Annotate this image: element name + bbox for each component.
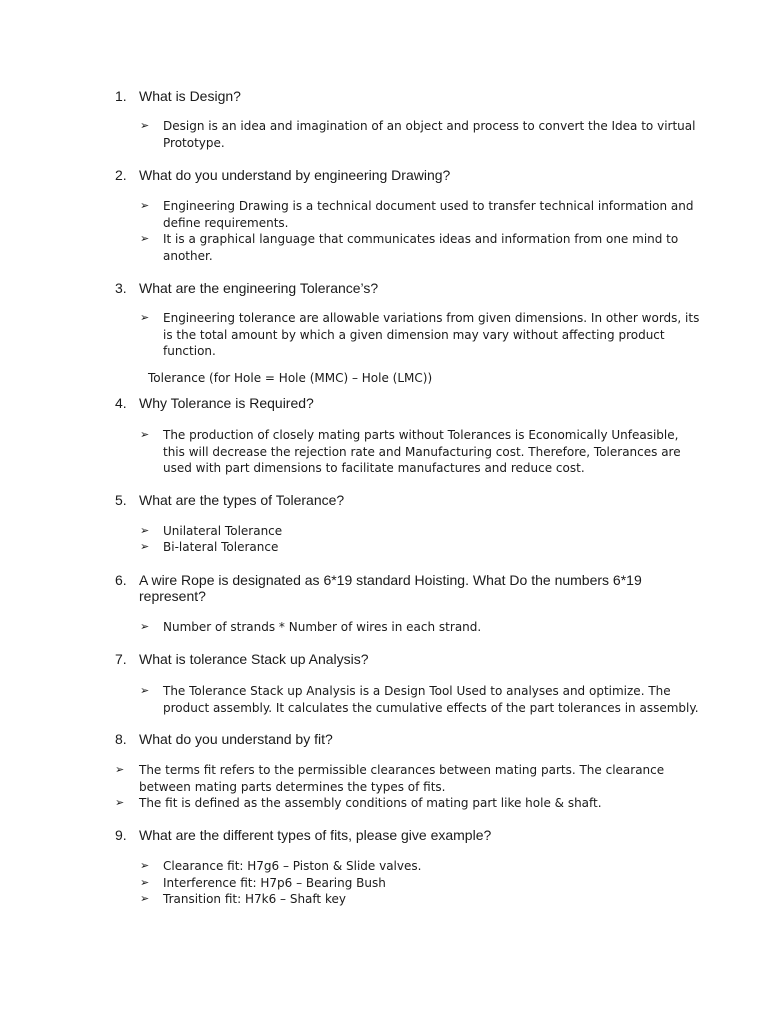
bullet-line: The fit is defined as the assembly conditions of mating part like hole & shaft. <box>139 796 602 810</box>
arrow-bullet-icon: ➢ <box>140 859 150 872</box>
arrow-bullet-icon: ➢ <box>115 796 125 809</box>
bullet-line: define requirements. <box>163 215 289 230</box>
question-number: 8. <box>115 731 127 747</box>
question-number: 2. <box>115 167 127 183</box>
bullet-line: Prototype. <box>163 135 225 150</box>
arrow-bullet-icon: ➢ <box>140 540 150 553</box>
bullet-line: used with part dimensions to facilitate manufactures and reduce cost. <box>163 461 585 475</box>
arrow-bullet-icon: ➢ <box>140 232 150 245</box>
bullet-line: Number of strands * Number of wires in each strand. <box>163 620 482 634</box>
question-text: What are the engineering Tolerance’s? <box>139 280 379 296</box>
arrow-bullet-icon: ➢ <box>140 620 150 633</box>
bullet-line: between mating parts determines the types of fits. <box>139 779 446 794</box>
bullet-line: product assembly. It calculates the cumulative effects of the part tolerances in assembly. <box>163 700 699 715</box>
bullet-line: Design is an idea and imagination of an object and process to convert the Idea to virtual <box>163 119 696 133</box>
question-number: 3. <box>115 280 127 296</box>
bullet-line: Unilateral Tolerance <box>163 524 283 538</box>
question-text: What are the types of Tolerance? <box>139 492 345 508</box>
bullet-line: The terms fit refers to the permissible clearances between mating parts. The clearance <box>139 763 665 777</box>
question-number: 9. <box>115 827 127 843</box>
question-text: What are the different types of fits, please give example? <box>139 827 492 843</box>
question-number: 7. <box>115 651 127 667</box>
bullet-line: function. <box>163 344 216 358</box>
question-text: What do you understand by fit? <box>139 731 333 747</box>
arrow-bullet-icon: ➢ <box>140 428 150 441</box>
arrow-bullet-icon: ➢ <box>140 524 150 537</box>
bullet-line: this will decrease the rejection rate and Manufacturing cost. Therefore, Tolerances are <box>163 444 681 459</box>
arrow-bullet-icon: ➢ <box>115 763 125 776</box>
bullet-line: Interference fit: H7p6 – Bearing Bush <box>163 876 386 890</box>
question-text: represent? <box>139 588 206 604</box>
question-number: 4. <box>115 395 127 411</box>
question-text: Why Tolerance is Required? <box>139 395 314 411</box>
bullet-line: Clearance fit: H7g6 – Piston & Slide valves. <box>163 859 422 873</box>
question-text: What do you understand by engineering Drawing? <box>139 167 451 183</box>
bullet-line: Engineering Drawing is a technical document used to transfer technical information and <box>163 199 694 213</box>
arrow-bullet-icon: ➢ <box>140 311 150 324</box>
question-text: What is Design? <box>139 88 241 104</box>
bullet-line: It is a graphical language that communicates ideas and information from one mind to <box>163 232 679 246</box>
bullet-line: Bi-lateral Tolerance <box>163 540 279 554</box>
arrow-bullet-icon: ➢ <box>140 892 150 905</box>
bullet-line: Engineering tolerance are allowable variations from given dimensions. In other words, its <box>163 311 700 325</box>
bullet-line: is the total amount by which a given dimension may vary without affecting product <box>163 327 665 342</box>
tolerance-formula: Tolerance (for Hole = Hole (MMC) – Hole (LMC)) <box>148 371 433 385</box>
question-number: 5. <box>115 492 127 508</box>
question-text: A wire Rope is designated as 6*19 standard Hoisting. What Do the numbers 6*19 <box>139 572 642 588</box>
bullet-line: The Tolerance Stack up Analysis is a Design Tool Used to analyses and optimize. The <box>163 684 671 698</box>
bullet-line: The production of closely mating parts without Tolerances is Economically Unfeasible, <box>163 428 679 442</box>
arrow-bullet-icon: ➢ <box>140 119 150 132</box>
arrow-bullet-icon: ➢ <box>140 684 150 697</box>
question-number: 6. <box>115 572 127 588</box>
bullet-line: another. <box>163 248 213 263</box>
arrow-bullet-icon: ➢ <box>140 199 150 212</box>
arrow-bullet-icon: ➢ <box>140 876 150 889</box>
bullet-line: Transition fit: H7k6 – Shaft key <box>163 892 346 906</box>
question-number: 1. <box>115 88 127 104</box>
question-text: What is tolerance Stack up Analysis? <box>139 651 369 667</box>
